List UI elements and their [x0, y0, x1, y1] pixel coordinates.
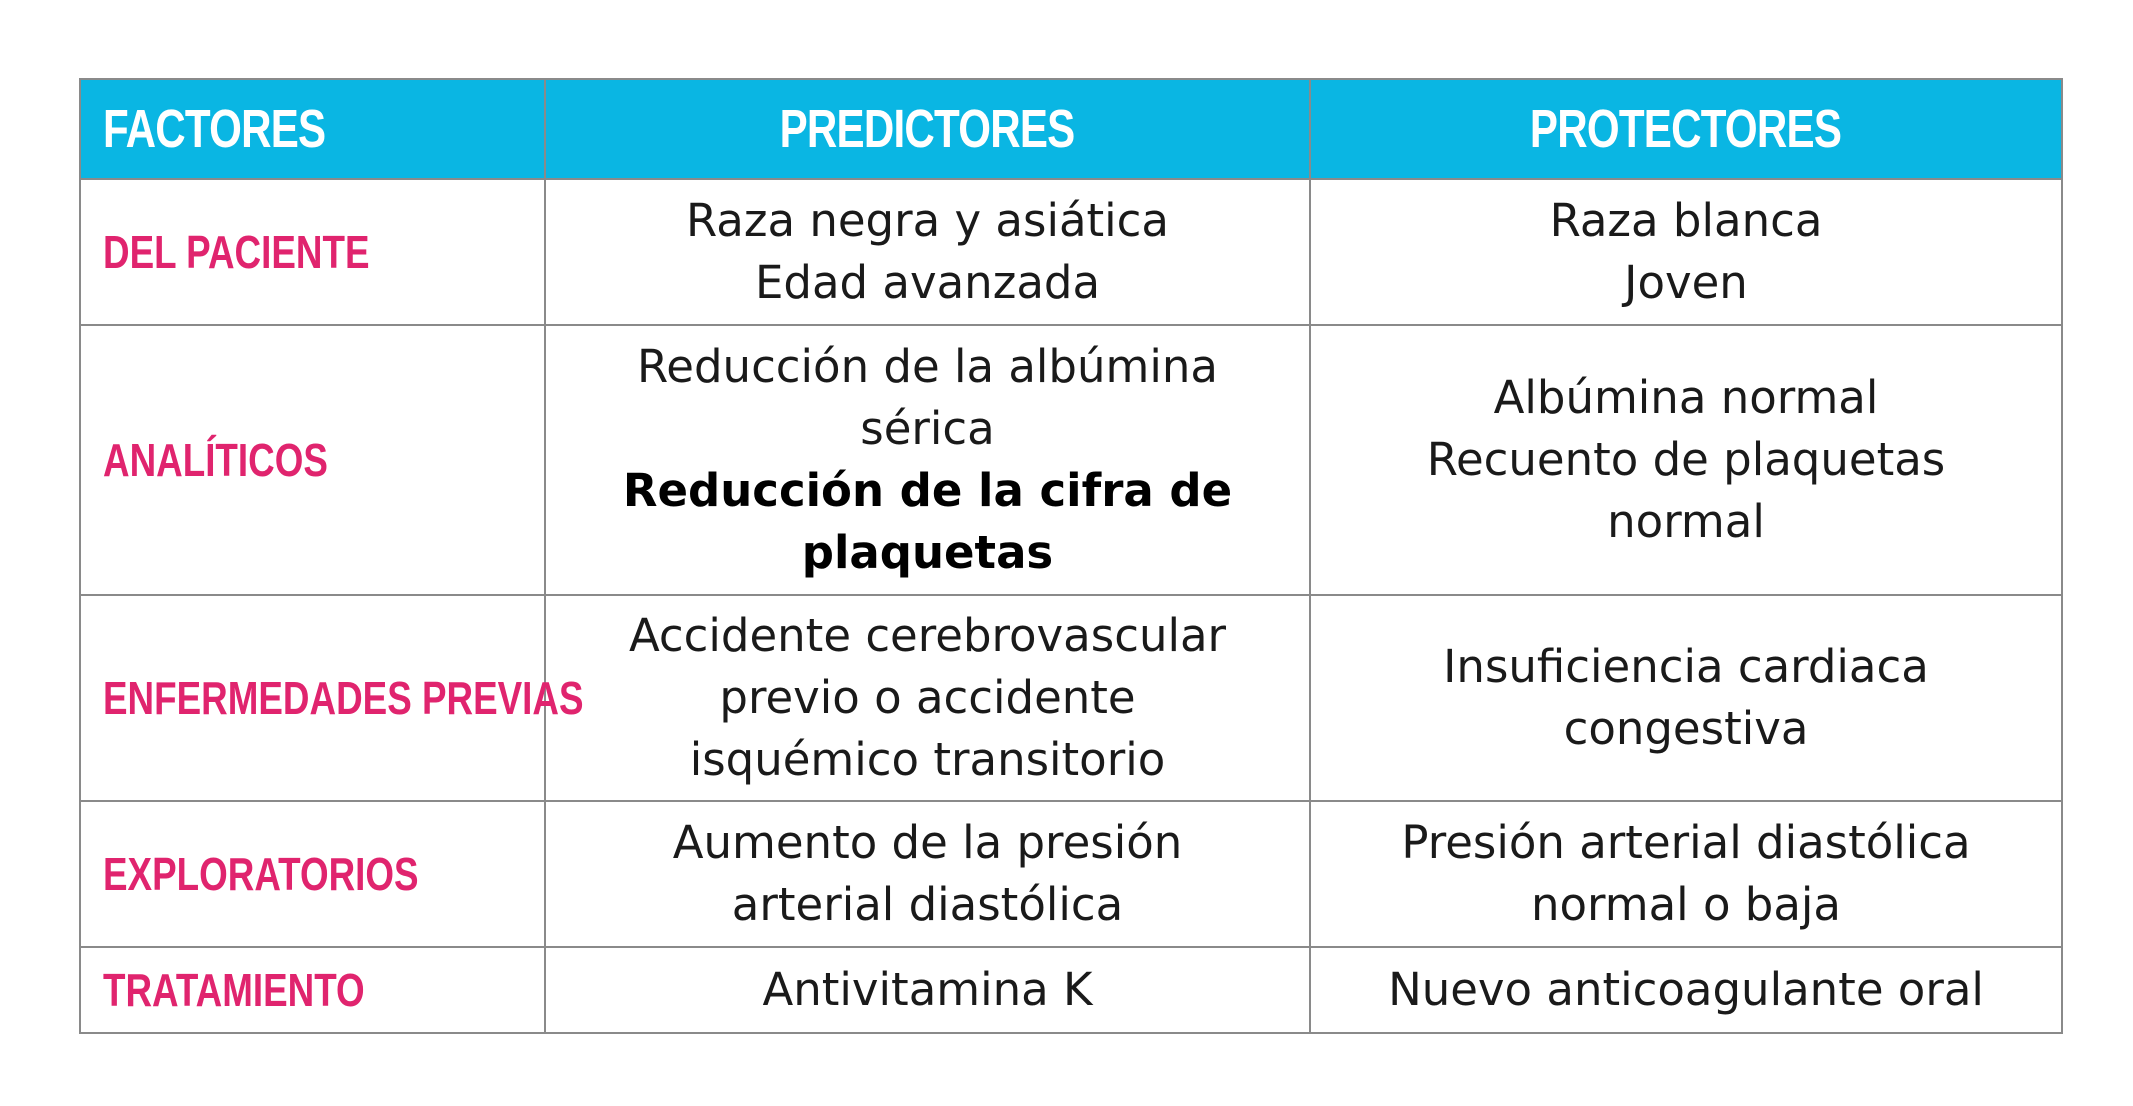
protector-text: Presión arterial diastólica [1401, 816, 1971, 869]
protector-text: Albúmina normal [1493, 371, 1879, 424]
protector-text: Joven [1624, 256, 1748, 309]
factor-cell [80, 325, 545, 595]
header-protectores [1310, 79, 2062, 179]
factor-cell [80, 179, 545, 325]
protectores-cell [1310, 325, 2062, 595]
factor-label: DEL PACIENTE [103, 226, 370, 278]
factor-cell [80, 947, 545, 1033]
factor-label: EXPLORATORIOS [103, 848, 419, 900]
table-row-analiticos [80, 325, 2062, 595]
protector-text: congestiva [1563, 702, 1809, 755]
predictores-cell [545, 325, 1310, 595]
table-row-tratamiento [80, 947, 2062, 1033]
protectores-cell [1310, 595, 2062, 801]
predictor-text-bold: plaquetas [801, 526, 1054, 579]
factor-label: TRATAMIENTO [103, 964, 365, 1016]
factors-table-container [79, 78, 2061, 1034]
factor-cell [80, 595, 584, 801]
predictor-text: isquémico transitorio [689, 733, 1166, 786]
predictores-cell [545, 179, 1310, 325]
predictores-cell [545, 801, 1310, 947]
predictores-cell [545, 947, 1310, 1033]
factors-table [79, 78, 2063, 1034]
factor-label: ENFERMEDADES PREVIAS [103, 672, 584, 724]
predictor-text: Aumento de la presión [672, 816, 1183, 869]
header-factores [80, 79, 545, 179]
predictor-text: sérica [860, 402, 995, 455]
predictor-text: arterial diastólica [731, 878, 1124, 931]
protectores-cell [1310, 801, 2062, 947]
table-row-del-paciente [80, 179, 2062, 325]
protector-text: Nuevo anticoagulante oral [1388, 963, 1984, 1016]
protector-text: Insuficiencia cardiaca [1443, 640, 1929, 693]
header-predictores-label: PREDICTORES [780, 99, 1075, 159]
factor-cell [80, 801, 545, 947]
protectores-cell [1310, 947, 2062, 1033]
table-row-exploratorios [80, 801, 2062, 947]
protector-text: Recuento de plaquetas [1426, 433, 1946, 486]
predictor-text: Reducción de la albúmina [637, 340, 1218, 393]
factor-label: ANALÍTICOS [103, 434, 328, 486]
predictor-text: Antivitamina K [762, 963, 1093, 1016]
predictor-text: previo o accidente [719, 671, 1136, 724]
predictor-text: Accidente cerebrovascular [628, 609, 1227, 662]
protector-text: normal [1607, 495, 1765, 548]
header-factores-label: FACTORES [103, 99, 326, 159]
predictores-cell [545, 595, 1310, 801]
table-header-row [80, 79, 2062, 179]
predictor-text-bold: Reducción de la cifra de [622, 464, 1233, 517]
protectores-cell [1310, 179, 2062, 325]
protector-text: Raza blanca [1549, 194, 1823, 247]
header-predictores [545, 79, 1310, 179]
predictor-text: Raza negra y asiática [685, 194, 1169, 247]
table-row-enfermedades-previas [80, 595, 2062, 801]
protector-text: normal o baja [1530, 878, 1842, 931]
header-protectores-label: PROTECTORES [1530, 99, 1842, 159]
predictor-text: Edad avanzada [754, 256, 1101, 309]
